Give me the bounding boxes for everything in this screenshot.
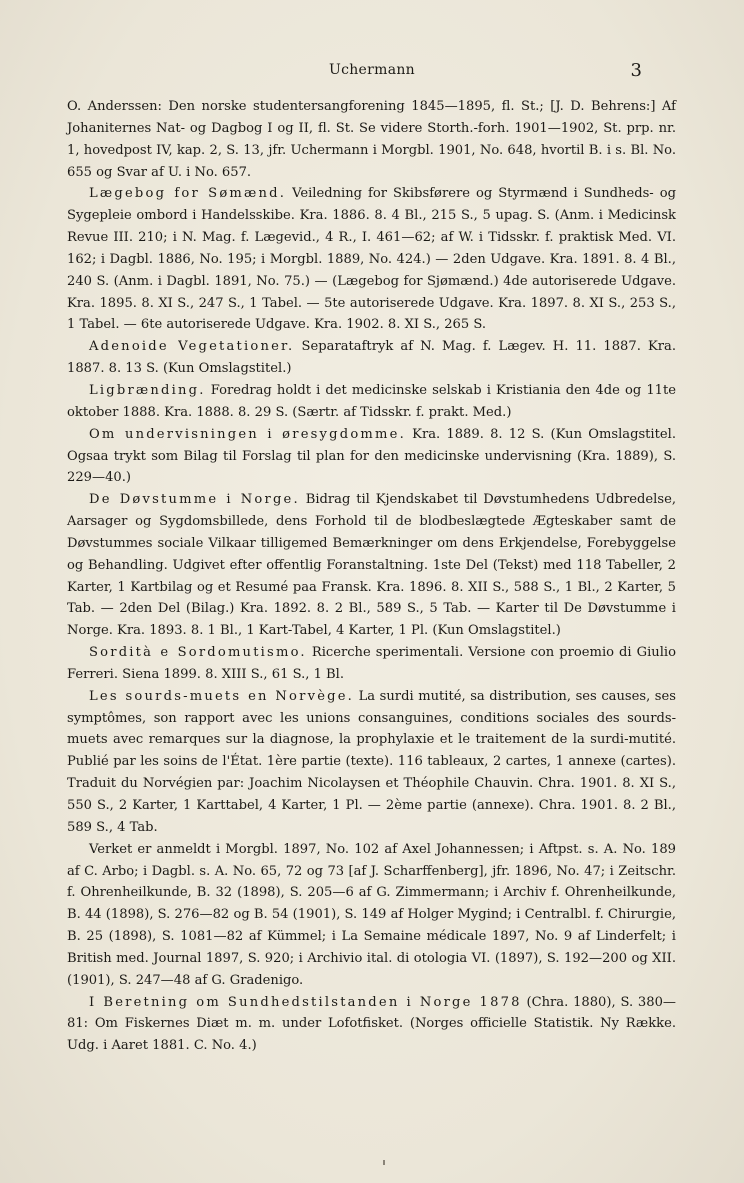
bibliography-entry [67, 380, 676, 424]
bibliography-text [67, 96, 676, 1057]
entry-title: Om undervisningen i øresygdomme. [89, 426, 406, 442]
entry-title: I Beretning om Sundhedstilstanden i Norge 1878 [89, 994, 522, 1010]
running-head: Uchermann [329, 62, 415, 78]
bibliography-entry [67, 489, 676, 642]
entry-text: Separataftryk af N. Mag. f. Lægev. H. 11. 1887. Kra. 1887. 8. 13 S. (Kun Omslagstitel.) [67, 339, 676, 377]
review-note [67, 839, 676, 992]
entry-title: De Døvstumme i Norge. [89, 492, 300, 508]
entry-title: Adenoide Vegetationer. [89, 339, 295, 355]
bibliography-entry [67, 686, 676, 839]
entry-text: Verket er anmeldt i Morgbl. 1897, No. 102 af Axel Johannessen; i Aftpst. s. A. No. 189 af C. Arbo; i Dagbl. s. A. No. 65, 72 og 73 [af J. Scharffenberg], jfr. 1896, No. 47; i Zeitschr. f. Ohrenheilkunde, B. 32 (1898), S. 205—6 af G. Zimmermann; i Archiv f. Ohrenheilkunde, B. 44 (1898), S. 276—82 og B. 54 (1901), S. 149 af Holger Mygind; i Centralbl. f. Chirurgie, B. 25 (1898), S. 1081—82 af Kümmel; i La Semaine médicale 1897, No. 9 af Linderfelt; i British med. Journal 1897, S. 920; i Archivio ital. di otologia VI. (1897), S. 192—200 og XII. (1901), S. 247—48 af G. Gradenigo. [67, 841, 676, 988]
bibliography-entry [67, 424, 676, 490]
entry-text: Veiledning for Skibsførere og Styrmænd i Sundheds- og Sygepleie ombord i Handelsskibe. Kra. 1886. 8. 4 Bl., 215 S., 5 upag. S. (Anm. i Medicinsk Revue III. 210; i N. Mag. f. Lægevid., 4 R., I. 461—62; af W. i Tidsskr. f. praktisk Med. VI. 162; i Dagbl. 1886, No. 195; i Morgbl. 1889, No. 424.) — 2den Udgave. Kra. 1891. 8. 4 Bl., 240 S. (Anm. i Dagbl. 1891, No. 75.) — (Lægebog for Sjømænd.) 4de autoriserede Udgave. Kra. 1895. 8. XI S., 247 S., 1 Tabel. — 5te autoriserede Udgave. Kra. 1897. 8. XI S., 253 S., 1 Tabel. — 6te autoriserede Udgave. Kra. 1902. 8. XI S., 265 S. [67, 186, 676, 333]
entry-title: Ligbrænding. [89, 382, 206, 398]
entry-title: Les sourds-muets en Norvège. [89, 688, 355, 704]
bibliography-entry [67, 336, 676, 380]
entry-title: Sordità e Sordomutismo. [89, 645, 307, 661]
entry-text: O. Anderssen: Den norske studentersangforening 1845—1895, fl. St.; [J. D. Behrens:] Af Johaniternes Nat- og Dagbog I og II, fl. St. Se videre Storth.-forh. 1901—1902, St. prp. nr. 1, hovedpost IV, kap. 2, S. 13, jfr. Uchermann i Morgbl. 1901, No. 648, hvortil B. i s. Bl. No. 655 og Svar af U. i No. 657. [67, 99, 676, 180]
page-number: 3 [630, 60, 642, 81]
entry-text: Kra. 1889. 8. 12 S. (Kun Omslagstitel. Ogsaa trykt som Bilag til Forslag til plan for den medicinske undervisning (Kra. 1889), S. 229—40.) [67, 426, 676, 486]
bibliography-entry [67, 992, 676, 1058]
bibliography-entry [67, 642, 676, 686]
bibliography-entry [67, 183, 676, 336]
entry-text: Bidrag til Kjendskabet til Døvstumhedens Udbredelse, Aarsager og Sygdomsbillede, dens Forhold til de blodbeslægtede Ægteskaber samt de Døvstummes sociale Vilkaar tilligemed Bemærkninger om dens Erkjendelse, Forebyggelse og Behandling. Udgivet efter offentlig Foranstaltning. 1ste Del (Tekst) med 118 Tabeller, 2 Karter, 1 Kartbilag og et Resumé paa Fransk. Kra. 1896. 8. XII S., 588 S., 1 Bl., 2 Karter, 5 Tab. — 2den Del (Bilag.) Kra. 1892. 8. 2 Bl., 589 S., 5 Tab. — Karter til De Døvstumme i Norge. Kra. 1893. 8. 1 Bl., 1 Kart-Tabel, 4 Karter, 1 Pl. (Kun Omslagstitel.) [67, 492, 676, 639]
entry-text: (Chra. 1880), S. 380—81: Om Fiskernes Diæt m. m. under Lofotfisket. (Norges officielle Statistik. Ny Række. Udg. i Aaret 1881. C. No. 4.) [67, 994, 676, 1054]
entry-text: Ricerche sperimentali. Versione con proemio di Giulio Ferreri. Siena 1899. 8. XIII S., 61 S., 1 Bl. [67, 645, 676, 682]
entry-continuation [67, 96, 676, 183]
entry-title: Lægebog for Sømænd. [89, 186, 287, 202]
print-speck [383, 1160, 385, 1165]
entry-text: La surdi mutité, sa distribution, ses causes, ses symptômes, son rapport avec les unions consanguines, conditions sociales des sourds-muets avec remarques sur la diagnose, la prophylaxie et le traitement de la surdi-mutité. Publié par les soins de l'État. 1ère partie (texte). 116 tableaux, 2 cartes, 1 annexe (cartes). Traduit du Norvégien par: Joachim Nicolaysen et Théophile Chauvin. Chra. 1901. 8. XI S., 550 S., 2 Karter, 1 Karttabel, 4 Karter, 1 Pl. — 2ème partie (annexe). Chra. 1901. 8. 2 Bl., 589 S., 4 Tab. [67, 688, 676, 835]
entry-text: Foredrag holdt i det medicinske selskab i Kristiania den 4de og 11te oktober 1888. Kra. 1888. 8. 29 S. (Særtr. af Tidsskr. f. prakt. Med.) [67, 382, 676, 420]
